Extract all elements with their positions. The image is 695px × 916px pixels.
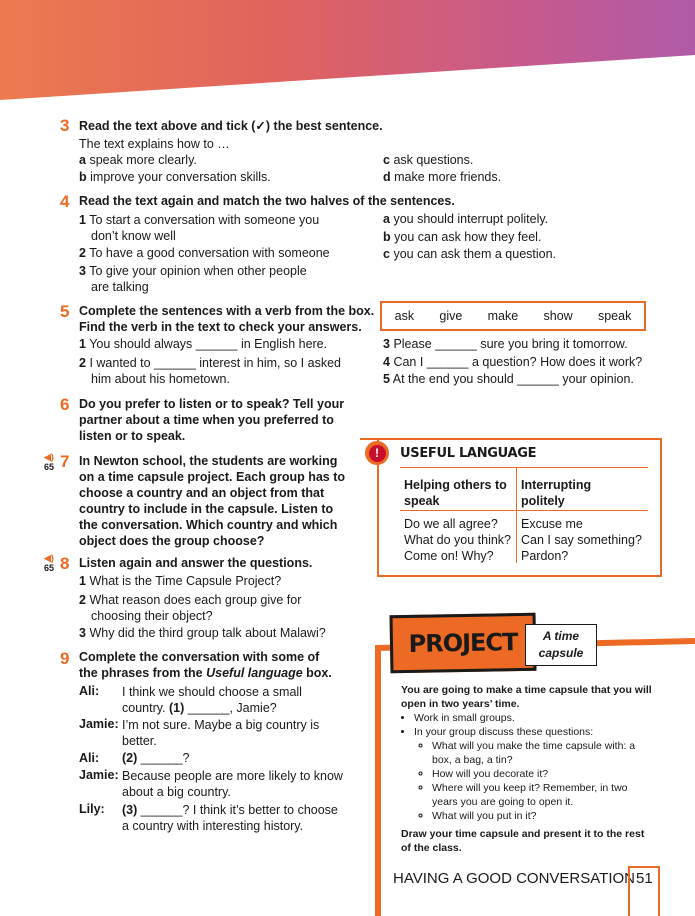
exercise-8-number: 8 xyxy=(60,554,70,573)
alert-icon: ! xyxy=(365,441,389,465)
list-item: 3 Please ______ sure you bring it tomorrow. xyxy=(383,337,628,351)
speaker: Lily: xyxy=(79,802,105,816)
list-item: 2 What reason does each group give for choosing their object? xyxy=(79,593,302,623)
list-item: 1 To start a conversation with someone you don’t know well xyxy=(79,213,320,243)
list-item: • Work in small groups. xyxy=(414,711,671,725)
list-item: 2 To have a good conversation with someone xyxy=(79,246,330,260)
word: make xyxy=(487,309,519,323)
list-item: • In your group discuss these questions: ◦ What will you make the time capsule with: a box, a bag, a tin? ◦ How will you decorate it? ◦ Where will you keep it? Remember, in two years you are going to open it. ◦ What will you put in it? xyxy=(414,725,671,823)
footer-title: HAVING A GOOD CONVERSATION xyxy=(393,870,635,887)
divider xyxy=(516,467,517,563)
list-item: 2 I wanted to ______ interest in him, so I asked him about his hometown. xyxy=(79,356,341,386)
word: show xyxy=(543,309,573,323)
list-item: 4 Can I ______ a question? How does it work? xyxy=(383,355,643,369)
speaker: Jamie: xyxy=(79,717,119,731)
speaker: Ali: xyxy=(79,751,100,765)
dialogue-line: Because people are more likely to know about a big country. xyxy=(122,769,343,799)
list-item: 3 Why did the third group talk about Malawi? xyxy=(79,626,326,640)
list-item: b you can ask how they feel. xyxy=(383,230,542,244)
exercise-9-number: 9 xyxy=(60,649,70,668)
exercise-6-instruction: Do you prefer to listen or to speak? Tell your partner about a time when you preferred to listen or to speak. xyxy=(79,397,345,443)
phrase-list-helping: Do we all agree? What do you think? Come on! Why? xyxy=(404,517,512,563)
exercise-6-number: 6 xyxy=(60,395,70,414)
option-d[interactable]: d make more friends. xyxy=(383,170,502,184)
list-item: ◦ Where will you keep it? Remember, in two years you are going to open it. xyxy=(432,781,671,809)
word: ask xyxy=(394,309,415,323)
exercise-7-number: 7 xyxy=(60,452,70,471)
exercise-7-instruction: In Newton school, the students are working on a time capsule project. Each group has to choose a country and an object from that country to include in the capsule. Listen to the conversation. Which country and which object does the group choose? xyxy=(79,454,346,548)
project-subtitle: A time capsule xyxy=(525,624,597,666)
page-number: 51 xyxy=(636,870,653,887)
project-list xyxy=(401,711,671,823)
dialogue-line: I’m not sure. Maybe a big country is better. xyxy=(122,718,320,748)
exercise-3-number: 3 xyxy=(60,116,70,135)
project-intro: You are going to make a time capsule that you will open in two years’ time. xyxy=(401,684,652,710)
exercise-9-instruction: Complete the conversation with some of the phrases from the Useful language box. xyxy=(79,650,332,680)
speaker: Ali: xyxy=(79,684,100,698)
list-item: 1 You should always ______ in English here. xyxy=(79,337,328,351)
exercise-5-number: 5 xyxy=(60,302,70,321)
list-item: ◦ What will you put in it? xyxy=(432,809,671,823)
option-a[interactable]: a speak more clearly. xyxy=(79,153,197,167)
word: give xyxy=(439,309,463,323)
list-item: ◦ What will you make the time capsule with: a box, a bag, a tin? xyxy=(432,739,671,767)
list-item: a you should interrupt politely. xyxy=(383,212,549,226)
list-item: 5 At the end you should ______ your opinion. xyxy=(383,372,634,386)
exercise-4-number: 4 xyxy=(60,192,70,211)
header-banner xyxy=(0,0,695,100)
dialogue-line: (2) ______? xyxy=(122,751,190,765)
exercise-3-intro: The text explains how to … xyxy=(79,137,230,151)
divider xyxy=(400,510,648,511)
dialogue-line: I think we should choose a small country. (1) ______, Jamie? xyxy=(122,685,302,715)
list-item: 3 To give your opinion when other people are talking xyxy=(79,264,307,294)
option-b[interactable]: b improve your conversation skills. xyxy=(79,170,271,184)
project-outro: Draw your time capsule and present it to the rest of the class. xyxy=(401,828,645,854)
divider xyxy=(400,467,648,468)
column-header-helping: Helping others to speak xyxy=(404,478,507,508)
list-item: 1 What is the Time Capsule Project? xyxy=(79,574,282,588)
useful-language-title: USEFUL LANGUAGE xyxy=(400,446,537,461)
option-c[interactable]: c ask questions. xyxy=(383,153,474,167)
audio-icon[interactable]: ◀) 65 xyxy=(44,452,55,472)
column-header-interrupting: Interrupting politely xyxy=(521,478,592,508)
phrase-list-interrupting: Excuse me Can I say something? Pardon? xyxy=(521,517,642,563)
audio-icon[interactable]: ◀) 65 xyxy=(44,553,55,573)
list-item: c you can ask them a question. xyxy=(383,247,557,261)
speaker: Jamie: xyxy=(79,768,119,782)
word-box xyxy=(380,301,646,331)
dialogue-line: (3) ______? I think it’s better to choose a country with interesting history. xyxy=(122,803,338,833)
exercise-5-instruction: Complete the sentences with a verb from the box. Find the verb in the text to check your answers. xyxy=(79,304,375,334)
word: speak xyxy=(597,309,632,323)
list-item: ◦ How will you decorate it? xyxy=(432,767,671,781)
exercise-8-instruction: Listen again and answer the questions. xyxy=(79,556,313,570)
exercise-4-instruction: Read the text again and match the two halves of the sentences. xyxy=(79,194,455,208)
exercise-3-instruction: Read the text above and tick (✓) the best sentence. xyxy=(79,119,383,133)
project-label: PROJECT xyxy=(390,613,537,674)
